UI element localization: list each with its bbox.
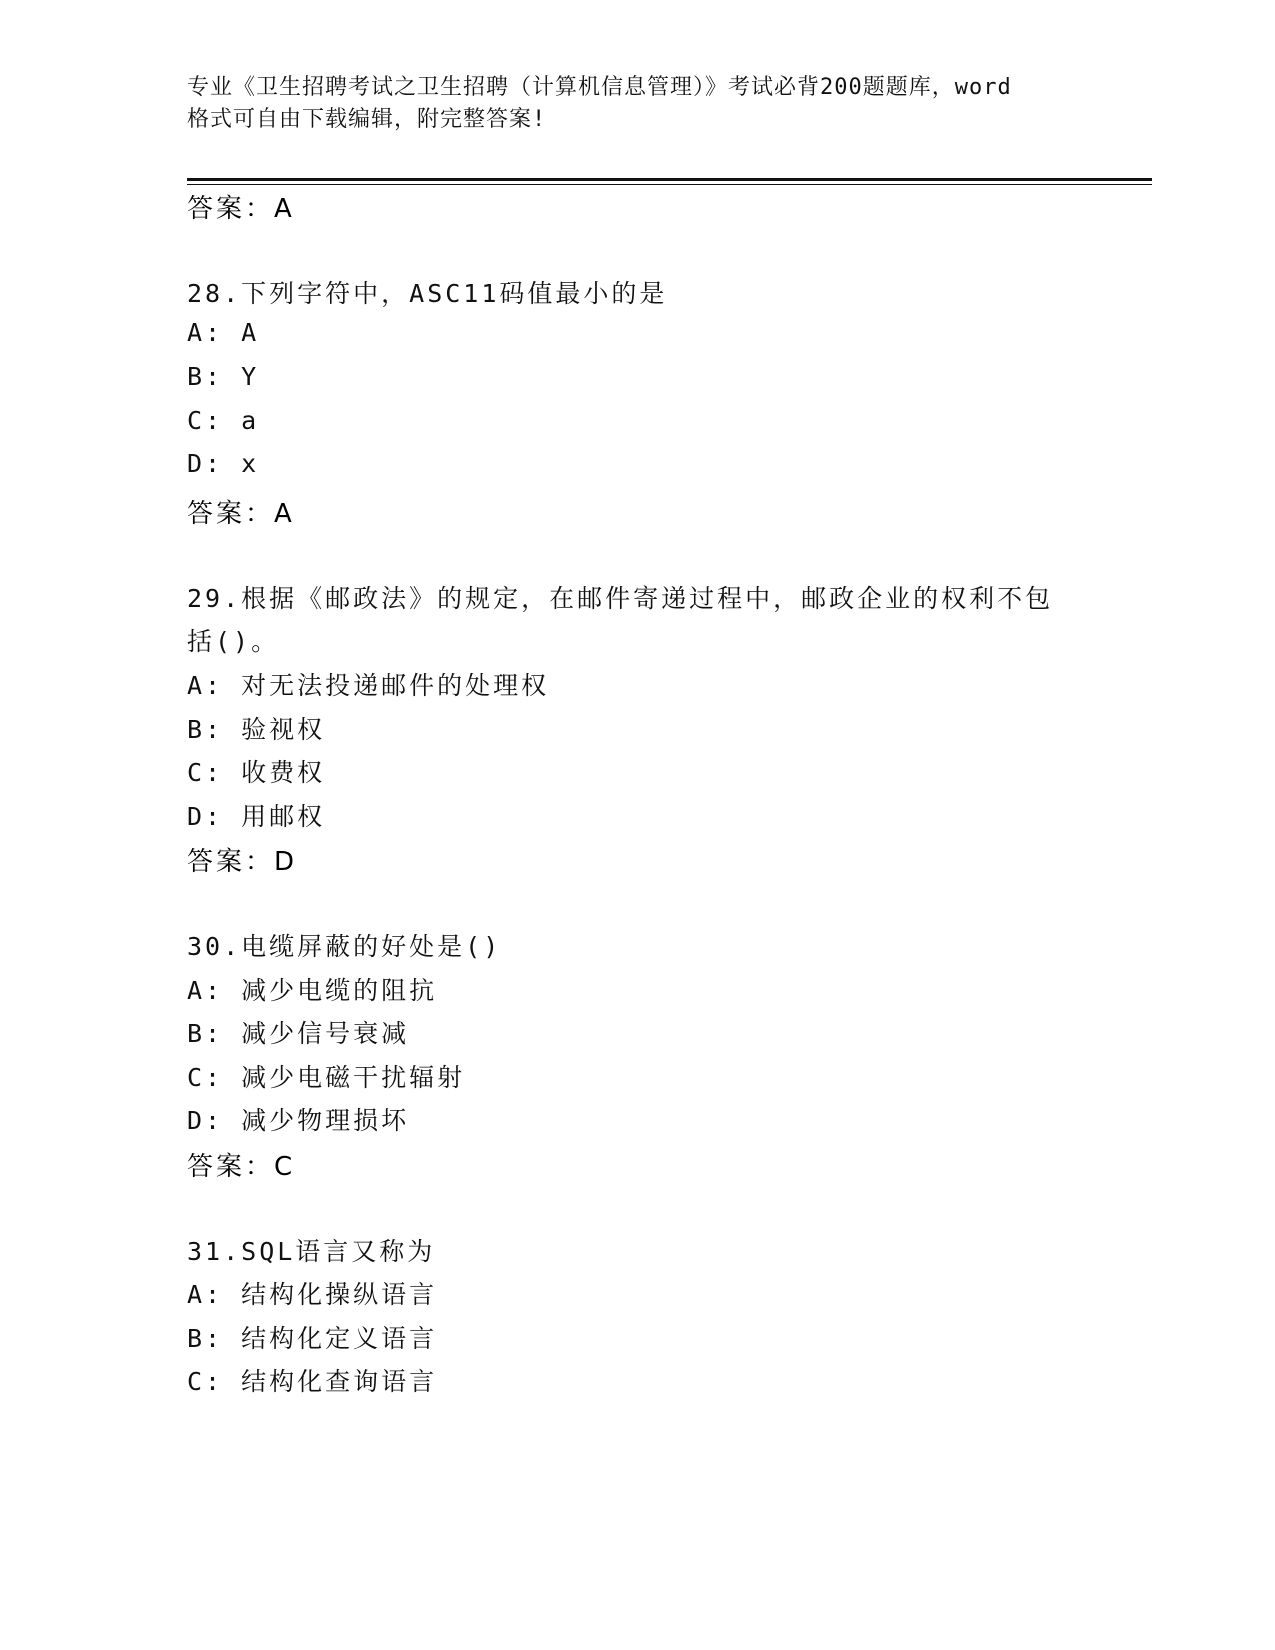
header-line-1: 专业《卫生招聘考试之卫生招聘（计算机信息管理）》考试必背200题题库，word bbox=[187, 75, 1012, 100]
option-d: D: 用邮权 bbox=[187, 802, 326, 831]
option-a: A: 对无法投递邮件的处理权 bbox=[187, 671, 550, 700]
question-stem-continued: 括()。 bbox=[187, 627, 280, 656]
answer-line: 答案：C bbox=[187, 1152, 296, 1182]
option-d: D: x bbox=[187, 449, 260, 478]
document-header bbox=[187, 72, 1087, 136]
question-stem: 31.SQL语言又称为 bbox=[187, 1237, 436, 1266]
option-d: D: 减少物理损坏 bbox=[187, 1106, 410, 1135]
question-stem: 28.下列字符中，ASC11码值最小的是 bbox=[187, 279, 668, 308]
header-line-2: 格式可自由下载编辑，附完整答案! bbox=[187, 107, 547, 132]
option-b: B: 验视权 bbox=[187, 715, 326, 744]
option-c: C: 结构化查询语言 bbox=[187, 1367, 438, 1396]
option-b: B: Y bbox=[187, 362, 260, 391]
option-a: A: A bbox=[187, 318, 260, 347]
question-stem: 30.电缆屏蔽的好处是() bbox=[187, 932, 502, 961]
option-b: B: 减少信号衰减 bbox=[187, 1019, 410, 1048]
option-c: C: 减少电磁干扰辐射 bbox=[187, 1063, 466, 1092]
option-b: B: 结构化定义语言 bbox=[187, 1324, 438, 1353]
answer-line: 答案：D bbox=[187, 847, 298, 877]
question-stem: 29.根据《邮政法》的规定，在邮件寄递过程中，邮政企业的权利不包 bbox=[187, 584, 1054, 613]
option-a: A: 减少电缆的阻抗 bbox=[187, 976, 438, 1005]
option-a: A: 结构化操纵语言 bbox=[187, 1280, 438, 1309]
answer-line: 答案：A bbox=[187, 194, 295, 224]
header-divider-thin bbox=[187, 184, 1152, 185]
header-divider-thick bbox=[187, 178, 1152, 181]
option-c: C: 收费权 bbox=[187, 758, 326, 787]
option-c: C: a bbox=[187, 406, 260, 435]
answer-line: 答案：A bbox=[187, 499, 295, 529]
